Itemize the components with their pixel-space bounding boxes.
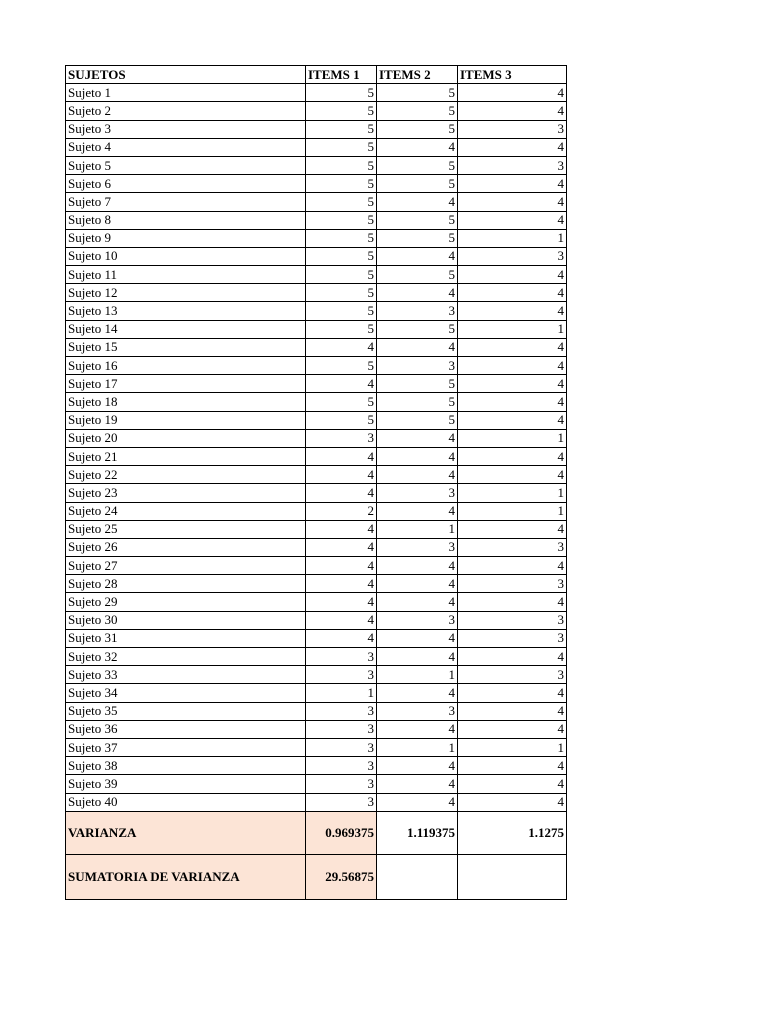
cell-items-2[interactable]: 4 — [377, 684, 458, 702]
cell-items-3[interactable]: 4 — [458, 557, 567, 575]
table-row — [66, 666, 567, 684]
table-row — [66, 411, 567, 429]
cell-items-1[interactable]: 5 — [306, 175, 377, 193]
cell-sujeto[interactable]: Sujeto 34 — [66, 684, 306, 702]
cell-items-2[interactable]: 4 — [377, 138, 458, 156]
cell-items-3[interactable]: 3 — [458, 611, 567, 629]
cell-items-1[interactable]: 3 — [306, 757, 377, 775]
cell-items-2[interactable]: 5 — [377, 84, 458, 102]
cell-items-3[interactable]: 1 — [458, 484, 567, 502]
cell-items-2[interactable]: 4 — [377, 757, 458, 775]
cell-items-3[interactable]: 4 — [458, 648, 567, 666]
cell-items-1[interactable]: 5 — [306, 229, 377, 247]
cell-items-1[interactable]: 5 — [306, 266, 377, 284]
sumatoria-label-cell[interactable]: SUMATORIA DE VARIANZA — [66, 854, 306, 899]
cell-items-2[interactable]: 5 — [377, 229, 458, 247]
cell-items-2[interactable]: 5 — [377, 266, 458, 284]
cell-items-3[interactable]: 4 — [458, 175, 567, 193]
cell-sujeto[interactable]: Sujeto 19 — [66, 411, 306, 429]
cell-sujeto[interactable]: Sujeto 30 — [66, 611, 306, 629]
cell-items-3[interactable]: 1 — [458, 320, 567, 338]
cell-items-2[interactable]: 5 — [377, 375, 458, 393]
cell-items-2[interactable]: 1 — [377, 666, 458, 684]
cell-items-1[interactable]: 2 — [306, 502, 377, 520]
cell-items-3[interactable]: 4 — [458, 284, 567, 302]
table-row — [66, 502, 567, 520]
cell-items-1[interactable]: 4 — [306, 538, 377, 556]
table-row — [66, 466, 567, 484]
cell-sujeto[interactable]: Sujeto 39 — [66, 775, 306, 793]
cell-items-3[interactable]: 3 — [458, 575, 567, 593]
cell-items-3[interactable]: 4 — [458, 757, 567, 775]
cell-items-3[interactable]: 3 — [458, 120, 567, 138]
cell-items-1[interactable]: 4 — [306, 575, 377, 593]
header-cell-items-3[interactable]: ITEMS 3 — [458, 66, 567, 84]
cell-items-3[interactable]: 1 — [458, 738, 567, 756]
sumatoria-row — [66, 854, 567, 899]
table-row — [66, 738, 567, 756]
cell-items-3[interactable]: 4 — [458, 702, 567, 720]
table-row — [66, 793, 567, 811]
varianza-label-cell[interactable]: VARIANZA — [66, 811, 306, 854]
table-row — [66, 648, 567, 666]
cell-sujeto[interactable]: Sujeto 25 — [66, 520, 306, 538]
cell-items-3[interactable]: 4 — [458, 138, 567, 156]
cell-items-3[interactable]: 4 — [458, 193, 567, 211]
cell-items-1[interactable]: 4 — [306, 466, 377, 484]
cell-items-3[interactable]: 3 — [458, 538, 567, 556]
cell-items-3[interactable]: 4 — [458, 720, 567, 738]
cell-items-2[interactable]: 4 — [377, 247, 458, 265]
table-row — [66, 175, 567, 193]
cell-items-3[interactable]: 4 — [458, 447, 567, 465]
cell-sujeto[interactable]: Sujeto 29 — [66, 593, 306, 611]
cell-items-1[interactable]: 4 — [306, 593, 377, 611]
cell-items-2[interactable]: 4 — [377, 575, 458, 593]
cell-sujeto[interactable]: Sujeto 31 — [66, 629, 306, 647]
cell-sujeto[interactable]: Sujeto 20 — [66, 429, 306, 447]
cell-items-2[interactable]: 4 — [377, 284, 458, 302]
cell-items-1[interactable]: 5 — [306, 156, 377, 174]
cell-items-1[interactable]: 5 — [306, 284, 377, 302]
table-row — [66, 447, 567, 465]
table-row — [66, 557, 567, 575]
cell-items-2[interactable]: 5 — [377, 211, 458, 229]
cell-items-2[interactable]: 3 — [377, 702, 458, 720]
cell-sujeto[interactable]: Sujeto 23 — [66, 484, 306, 502]
cell-items-3[interactable]: 3 — [458, 629, 567, 647]
cell-items-2[interactable]: 4 — [377, 447, 458, 465]
cell-items-2[interactable]: 4 — [377, 720, 458, 738]
cell-sujeto[interactable]: Sujeto 33 — [66, 666, 306, 684]
table-row — [66, 102, 567, 120]
cell-items-2[interactable]: 5 — [377, 120, 458, 138]
cell-items-1[interactable]: 5 — [306, 120, 377, 138]
cell-items-2[interactable]: 4 — [377, 629, 458, 647]
table-row — [66, 211, 567, 229]
cell-sujeto[interactable]: Sujeto 27 — [66, 557, 306, 575]
cell-items-2[interactable]: 5 — [377, 175, 458, 193]
cell-items-1[interactable]: 4 — [306, 557, 377, 575]
cell-sujeto[interactable]: Sujeto 10 — [66, 247, 306, 265]
cell-items-1[interactable]: 5 — [306, 102, 377, 120]
table-row — [66, 593, 567, 611]
cell-items-1[interactable]: 5 — [306, 138, 377, 156]
table-row — [66, 338, 567, 356]
table-row — [66, 266, 567, 284]
table-row — [66, 775, 567, 793]
cell-items-1[interactable]: 5 — [306, 84, 377, 102]
cell-sujeto[interactable]: Sujeto 28 — [66, 575, 306, 593]
cell-sujeto[interactable]: Sujeto 3 — [66, 120, 306, 138]
cell-items-3[interactable]: 1 — [458, 229, 567, 247]
cell-items-1[interactable]: 5 — [306, 247, 377, 265]
cell-items-3[interactable]: 1 — [458, 502, 567, 520]
cell-items-1[interactable]: 5 — [306, 393, 377, 411]
cell-sujeto[interactable]: Sujeto 40 — [66, 793, 306, 811]
cell-items-1[interactable]: 3 — [306, 775, 377, 793]
cell-items-1[interactable]: 3 — [306, 793, 377, 811]
table-row — [66, 611, 567, 629]
cell-items-3[interactable]: 4 — [458, 102, 567, 120]
cell-items-2[interactable]: 5 — [377, 102, 458, 120]
cell-items-2[interactable]: 4 — [377, 429, 458, 447]
cell-sujeto[interactable]: Sujeto 16 — [66, 357, 306, 375]
cell-sujeto[interactable]: Sujeto 17 — [66, 375, 306, 393]
cell-items-3[interactable]: 4 — [458, 593, 567, 611]
cell-items-1[interactable]: 3 — [306, 702, 377, 720]
cell-items-2[interactable]: 4 — [377, 338, 458, 356]
cell-items-2[interactable]: 4 — [377, 557, 458, 575]
cell-sujeto[interactable]: Sujeto 35 — [66, 702, 306, 720]
cell-sujeto[interactable]: Sujeto 15 — [66, 338, 306, 356]
table-row — [66, 629, 567, 647]
cell-items-1[interactable]: 5 — [306, 357, 377, 375]
table-row — [66, 520, 567, 538]
cell-items-1[interactable]: 4 — [306, 338, 377, 356]
cell-items-2[interactable]: 5 — [377, 320, 458, 338]
cell-sujeto[interactable]: Sujeto 26 — [66, 538, 306, 556]
table-row — [66, 393, 567, 411]
cell-items-3[interactable]: 4 — [458, 338, 567, 356]
cell-items-1[interactable]: 3 — [306, 720, 377, 738]
cell-items-1[interactable]: 1 — [306, 684, 377, 702]
cell-items-3[interactable]: 4 — [458, 302, 567, 320]
varianza-items-3-cell[interactable]: 1.1275 — [458, 811, 567, 854]
cell-sujeto[interactable]: Sujeto 4 — [66, 138, 306, 156]
table-row — [66, 302, 567, 320]
table-row — [66, 702, 567, 720]
table-row — [66, 357, 567, 375]
table-row — [66, 757, 567, 775]
cell-items-3[interactable]: 4 — [458, 775, 567, 793]
cell-items-2[interactable]: 5 — [377, 393, 458, 411]
cell-sujeto[interactable]: Sujeto 24 — [66, 502, 306, 520]
cell-items-2[interactable]: 4 — [377, 466, 458, 484]
cell-items-2[interactable]: 4 — [377, 193, 458, 211]
cell-items-2[interactable]: 4 — [377, 775, 458, 793]
table-row — [66, 284, 567, 302]
table-row — [66, 575, 567, 593]
empty-cell[interactable] — [377, 854, 458, 899]
cell-sujeto[interactable]: Sujeto 11 — [66, 266, 306, 284]
cell-items-2[interactable]: 3 — [377, 357, 458, 375]
cell-sujeto[interactable]: Sujeto 32 — [66, 648, 306, 666]
cell-items-2[interactable]: 5 — [377, 411, 458, 429]
cell-items-1[interactable]: 4 — [306, 484, 377, 502]
cell-sujeto[interactable]: Sujeto 38 — [66, 757, 306, 775]
cell-items-2[interactable]: 3 — [377, 611, 458, 629]
cell-items-3[interactable]: 4 — [458, 211, 567, 229]
cell-items-2[interactable]: 4 — [377, 793, 458, 811]
cell-items-1[interactable]: 4 — [306, 611, 377, 629]
cell-items-1[interactable]: 4 — [306, 375, 377, 393]
table-row — [66, 156, 567, 174]
cell-items-1[interactable]: 5 — [306, 320, 377, 338]
empty-cell[interactable] — [458, 854, 567, 899]
summary-body — [66, 811, 567, 899]
cell-items-3[interactable]: 3 — [458, 666, 567, 684]
cell-sujeto[interactable]: Sujeto 36 — [66, 720, 306, 738]
cell-sujeto[interactable]: Sujeto 37 — [66, 738, 306, 756]
table-row — [66, 538, 567, 556]
cell-sujeto[interactable]: Sujeto 8 — [66, 211, 306, 229]
cell-items-1[interactable]: 4 — [306, 629, 377, 647]
cell-sujeto[interactable]: Sujeto 12 — [66, 284, 306, 302]
sumatoria-value-cell[interactable]: 29.56875 — [306, 854, 377, 899]
cell-items-2[interactable]: 4 — [377, 593, 458, 611]
cell-items-1[interactable]: 3 — [306, 429, 377, 447]
cell-items-3[interactable]: 4 — [458, 357, 567, 375]
cell-items-3[interactable]: 4 — [458, 84, 567, 102]
cell-sujeto[interactable]: Sujeto 5 — [66, 156, 306, 174]
cell-sujeto[interactable]: Sujeto 7 — [66, 193, 306, 211]
cell-items-1[interactable]: 5 — [306, 411, 377, 429]
cell-items-3[interactable]: 4 — [458, 411, 567, 429]
table-row — [66, 138, 567, 156]
cell-items-3[interactable]: 4 — [458, 466, 567, 484]
table-row — [66, 84, 567, 102]
cell-sujeto[interactable]: Sujeto 21 — [66, 447, 306, 465]
varianza-row — [66, 811, 567, 854]
cell-items-2[interactable]: 3 — [377, 538, 458, 556]
table-row — [66, 684, 567, 702]
cell-items-3[interactable]: 4 — [458, 375, 567, 393]
cell-items-3[interactable]: 1 — [458, 429, 567, 447]
table-row — [66, 193, 567, 211]
varianza-items-1-cell[interactable]: 0.969375 — [306, 811, 377, 854]
header-row — [66, 66, 567, 84]
table-row — [66, 429, 567, 447]
header-cell-items-2[interactable]: ITEMS 2 — [377, 66, 458, 84]
cell-sujeto[interactable]: Sujeto 18 — [66, 393, 306, 411]
cell-items-1[interactable]: 4 — [306, 520, 377, 538]
table-row — [66, 320, 567, 338]
cell-items-3[interactable]: 4 — [458, 393, 567, 411]
cell-sujeto[interactable]: Sujeto 13 — [66, 302, 306, 320]
cell-sujeto[interactable]: Sujeto 9 — [66, 229, 306, 247]
spreadsheet-table — [65, 65, 567, 900]
table-row — [66, 247, 567, 265]
cell-sujeto[interactable]: Sujeto 1 — [66, 84, 306, 102]
table-row — [66, 375, 567, 393]
table-row — [66, 229, 567, 247]
cell-items-1[interactable]: 5 — [306, 193, 377, 211]
cell-items-3[interactable]: 3 — [458, 247, 567, 265]
varianza-items-2-cell[interactable]: 1.119375 — [377, 811, 458, 854]
cell-items-3[interactable]: 4 — [458, 684, 567, 702]
cell-items-1[interactable]: 5 — [306, 211, 377, 229]
cell-sujeto[interactable]: Sujeto 2 — [66, 102, 306, 120]
cell-sujeto[interactable]: Sujeto 22 — [66, 466, 306, 484]
table-row — [66, 720, 567, 738]
header-cell-sujetos[interactable]: SUJETOS — [66, 66, 306, 84]
cell-items-3[interactable]: 4 — [458, 266, 567, 284]
cell-items-2[interactable]: 1 — [377, 520, 458, 538]
cell-items-1[interactable]: 4 — [306, 447, 377, 465]
cell-items-2[interactable]: 1 — [377, 738, 458, 756]
cell-items-3[interactable]: 3 — [458, 156, 567, 174]
cell-items-1[interactable]: 3 — [306, 666, 377, 684]
cell-sujeto[interactable]: Sujeto 6 — [66, 175, 306, 193]
cell-items-1[interactable]: 3 — [306, 648, 377, 666]
cell-items-3[interactable]: 4 — [458, 793, 567, 811]
cell-items-2[interactable]: 4 — [377, 648, 458, 666]
cell-items-2[interactable]: 4 — [377, 502, 458, 520]
cell-items-1[interactable]: 5 — [306, 302, 377, 320]
cell-items-2[interactable]: 3 — [377, 484, 458, 502]
header-cell-items-1[interactable]: ITEMS 1 — [306, 66, 377, 84]
cell-items-1[interactable]: 3 — [306, 738, 377, 756]
table-body — [66, 66, 567, 812]
cell-items-3[interactable]: 4 — [458, 520, 567, 538]
cell-items-2[interactable]: 3 — [377, 302, 458, 320]
table-row — [66, 484, 567, 502]
table-row — [66, 120, 567, 138]
cell-items-2[interactable]: 5 — [377, 156, 458, 174]
cell-sujeto[interactable]: Sujeto 14 — [66, 320, 306, 338]
